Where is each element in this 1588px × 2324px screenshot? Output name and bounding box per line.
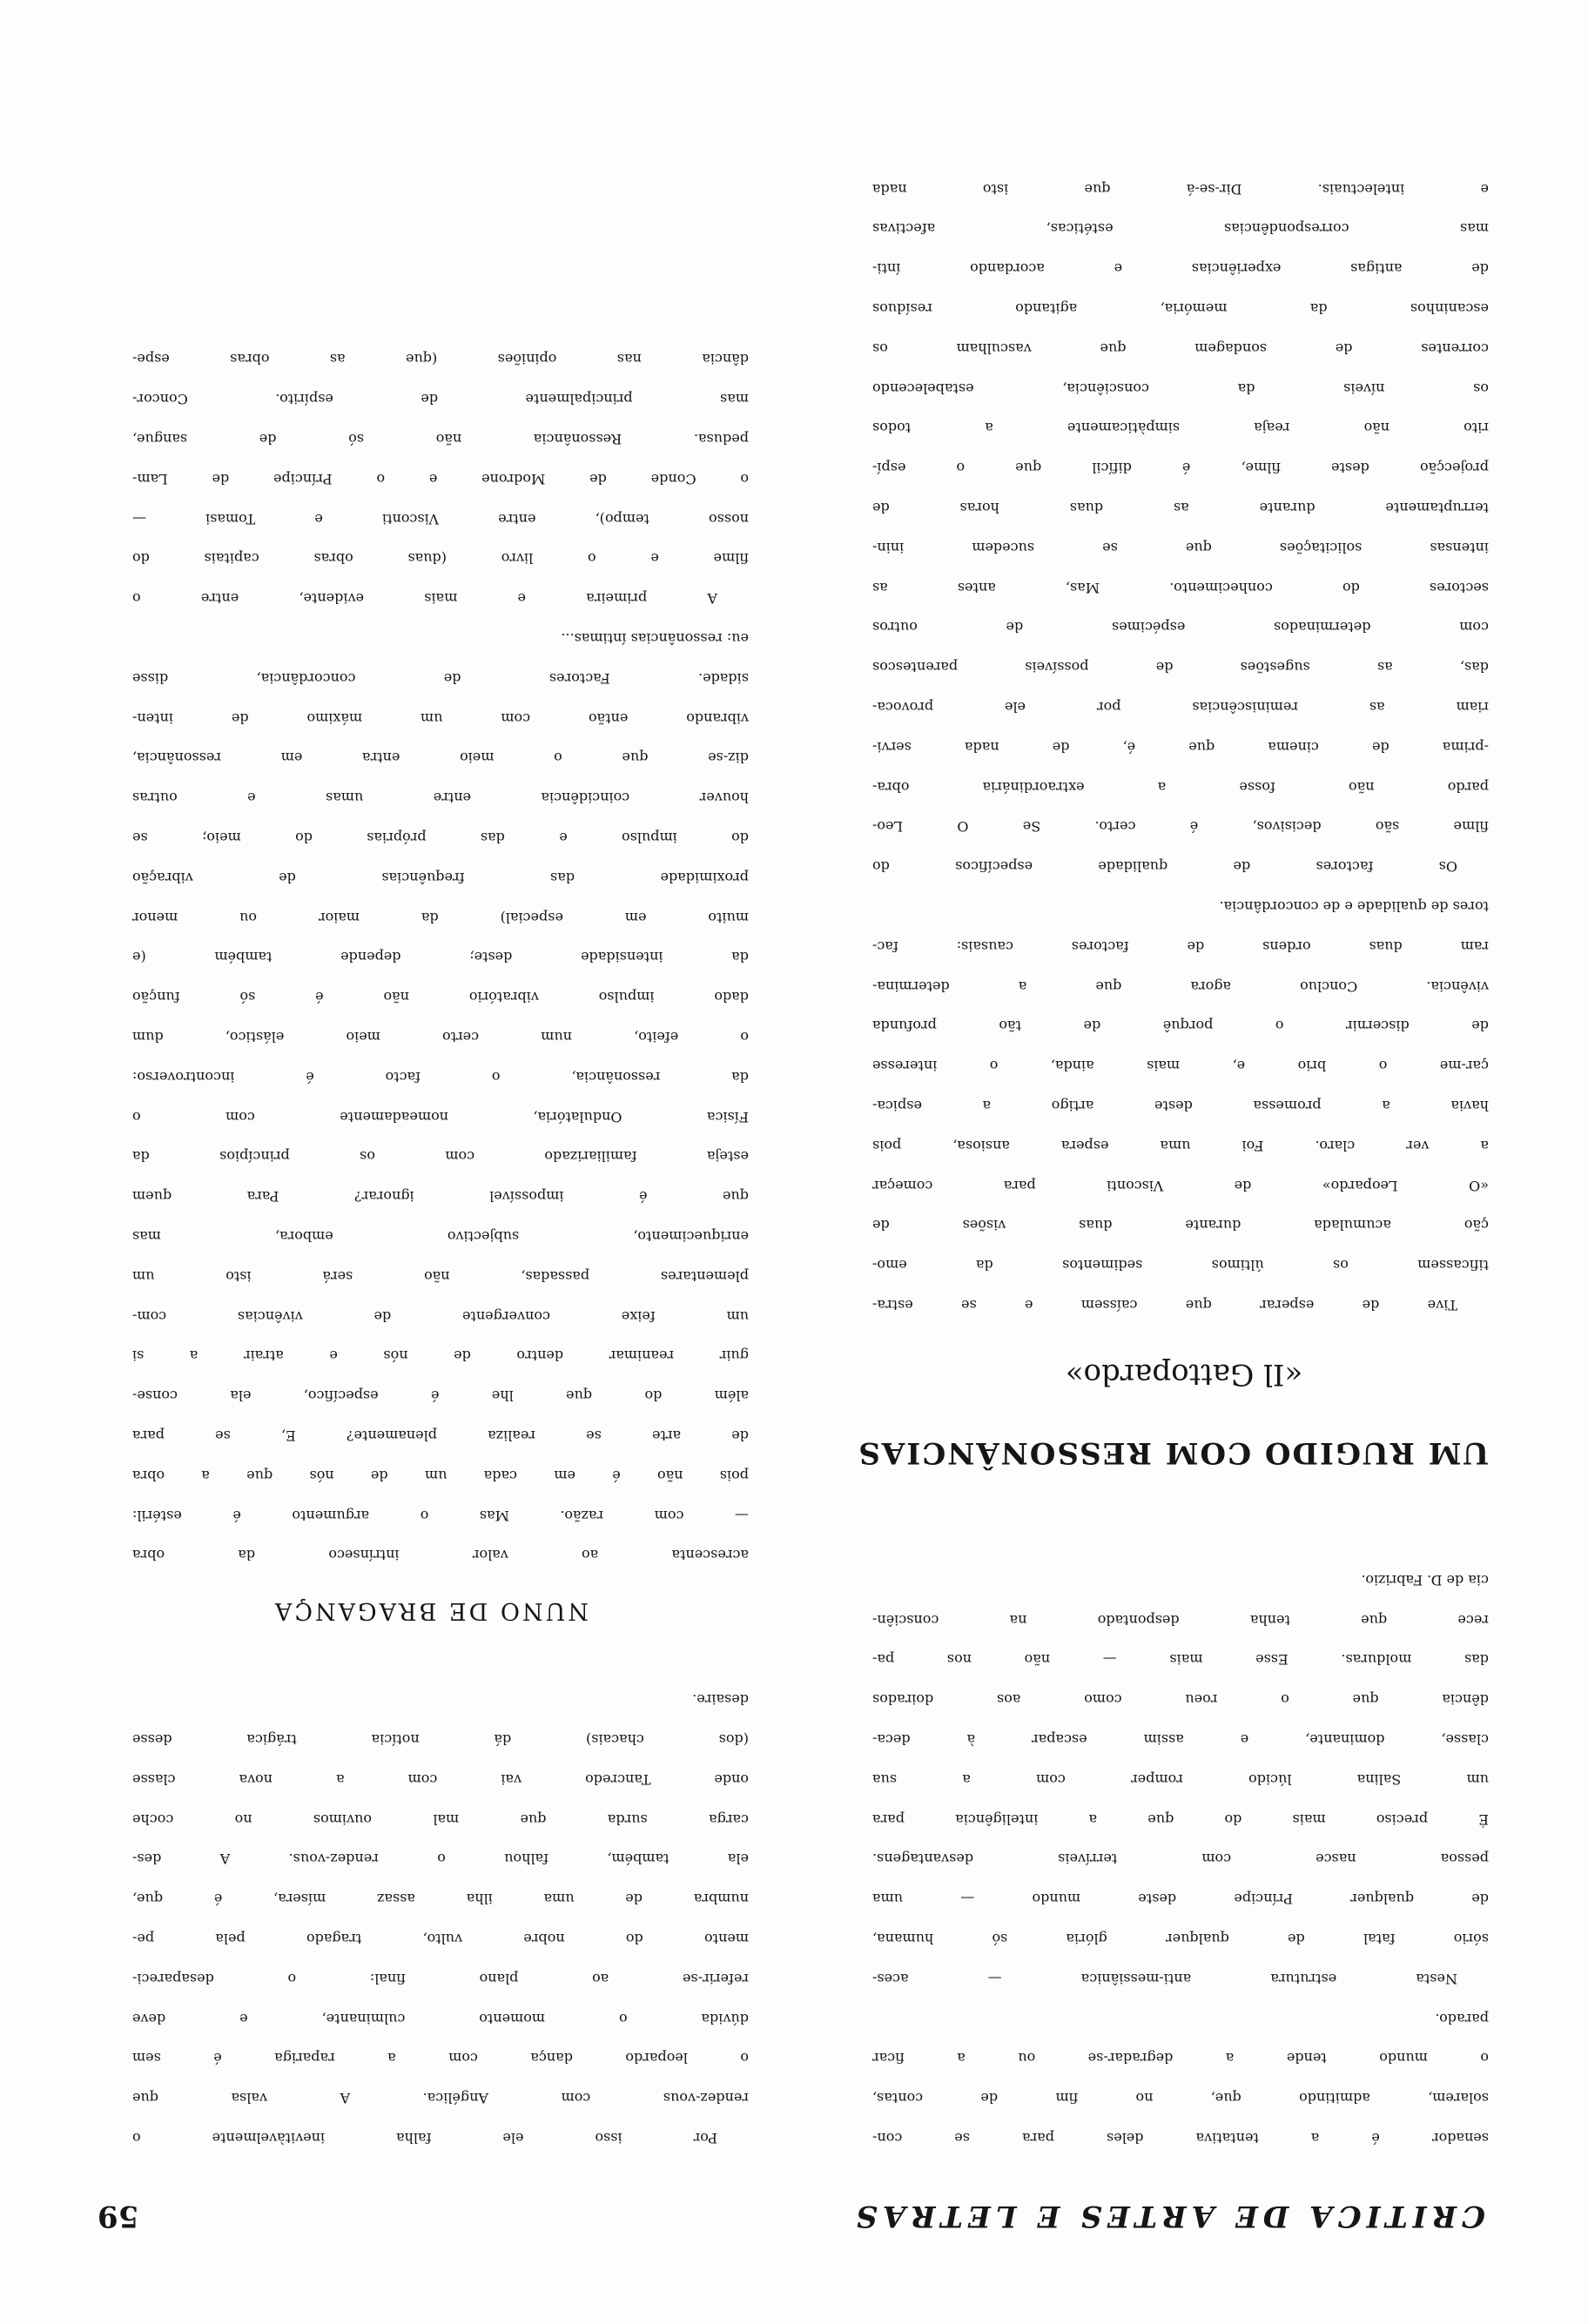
text-line: dado impulso vibratório não é só função bbox=[132, 989, 749, 1006]
text-line: sectores do conhecimento. Mas, antes as bbox=[872, 579, 1489, 596]
text-line: pois não é em cada um de nós que a obra bbox=[132, 1467, 749, 1484]
text-line: rendez-vous com Angélica. A valsa que bbox=[132, 2090, 749, 2107]
text-line: çar-me o brio e, mais ainda, o interesse bbox=[872, 1058, 1489, 1075]
text-line: tores de qualidade e de concordância. bbox=[1219, 898, 1489, 916]
text-line: além do que lhe é específico, ela conse- bbox=[132, 1387, 749, 1405]
text-line: o efeito, num certo meio elástico, dum bbox=[132, 1029, 749, 1046]
text-line: intensas solicitações que se sucedem inin- bbox=[872, 539, 1489, 556]
text-line: enriquecimento, subjectivo embora, mas bbox=[132, 1228, 749, 1246]
text-line: guir reanimar dentro de nós e atrair a si bbox=[132, 1347, 749, 1365]
text-line: rece que tenha despontado na consciên- bbox=[872, 1611, 1489, 1629]
text-line: carga surda que mal ouvimos no coche bbox=[132, 1810, 749, 1828]
right-column-top bbox=[132, 1668, 749, 2146]
text-line: sidade. Factores de concordância, disse bbox=[132, 669, 749, 687]
text-line: correntes de sondagem que vasculham os bbox=[872, 339, 1489, 357]
text-line: da ressonância, o facto é incontroverso: bbox=[132, 1068, 749, 1085]
left-column-article bbox=[872, 158, 1489, 1313]
text-line: nosso tempo), entre Visconti e Tomasi — bbox=[132, 510, 749, 527]
running-title: CRITICA DE ARTES E LETRAS bbox=[851, 2199, 1485, 2233]
text-line: havia a promessa deste artigo a espica- bbox=[872, 1098, 1489, 1115]
text-line: tificassem os últimos sedimentos da emo- bbox=[872, 1257, 1489, 1274]
text-line: referir-se ao plano final: o desapareci- bbox=[132, 1970, 749, 1987]
left-column-top bbox=[872, 1548, 1489, 2146]
text-line: dúvida o momento culminante, e deve bbox=[132, 2010, 749, 2027]
text-line: que é impossível ignorar? Para quem bbox=[132, 1188, 749, 1206]
text-line: vibrando então com um máximo de inten- bbox=[132, 709, 749, 727]
text-line: acrescenta ao valor intrínseco da obra bbox=[132, 1547, 749, 1564]
text-line: «O Leopardo» de Visconti para começar bbox=[872, 1177, 1489, 1194]
text-line: das, as sugestões de possíveis parentescos bbox=[872, 659, 1489, 676]
text-line: das molduras. Esse mais — não nos pa- bbox=[872, 1651, 1489, 1669]
text-line: houver coincidência entre umas e outras bbox=[132, 789, 749, 807]
text-line: projecção deste filme, é difícil que o espí- bbox=[872, 460, 1489, 477]
text-line: Tive de esperar que caíssem e se estra- bbox=[872, 1297, 1457, 1313]
text-line: ção acumulada durante duas visões de bbox=[872, 1217, 1489, 1234]
text-line: de antigas experiências e acordando ínti- bbox=[872, 260, 1489, 278]
article-headline: UM RUGIDO COM RESSONÂNCIAS bbox=[857, 1435, 1489, 1470]
text-line: dância nas opiniões (que as obras espe- bbox=[132, 351, 749, 368]
text-line: a ver claro. Foi uma espera ansiosa, pois bbox=[872, 1137, 1489, 1154]
text-line: Por isso ele falha inevitàvelmente o bbox=[132, 2130, 717, 2146]
text-line: numbra de uma ilha assaz mísera, é que, bbox=[132, 1891, 749, 1908]
text-line: senador é a tentativa deles para se con- bbox=[872, 2130, 1489, 2146]
text-line: Nesta estrutura anti-messiânica — aces- bbox=[872, 1970, 1457, 1987]
text-line: de arte se realiza plenamente? E, se para bbox=[132, 1427, 749, 1445]
text-line: e intelectuais. Dir-se-á que isto nada bbox=[872, 180, 1489, 198]
text-line: do impulso e das próprias do meio; se bbox=[132, 830, 749, 847]
text-line: -prima de cinema que é, de nada servi- bbox=[872, 738, 1489, 756]
text-line: pardo não fosse a extraordinária obra- bbox=[872, 778, 1489, 796]
text-line: com determinados espécimes de outros bbox=[872, 619, 1489, 636]
text-line: onde Tancredo vai com a nova classe bbox=[132, 1770, 749, 1788]
text-line: o mundo tende a degradar-se ou a ficar bbox=[872, 2050, 1489, 2067]
text-line: parado. bbox=[1435, 2010, 1489, 2027]
text-line: proximidade das frequências de vibração bbox=[132, 869, 749, 886]
text-line: ram duas ordens de factores causais: fac- bbox=[872, 937, 1489, 955]
text-line: filme são decisivos, é certo. Se O Leo- bbox=[872, 818, 1489, 836]
text-line: filme e o livro (duas obras capitais do bbox=[132, 550, 749, 568]
text-line: pessoa nasce com terríveis desvantagens. bbox=[872, 1850, 1489, 1868]
text-line: riam as reminiscências por ele provoca- bbox=[872, 699, 1489, 716]
text-line: sório fatal de qualquer glória só humana, bbox=[872, 1931, 1489, 1948]
text-line: (dos chacais) dá notícia trágica desse bbox=[132, 1731, 749, 1749]
text-line: plementares passadas, não será isto um bbox=[132, 1267, 749, 1285]
text-line: da intensidade deste; depende também (e bbox=[132, 949, 749, 966]
text-line: A primeira e mais evidente, entre o bbox=[132, 590, 717, 608]
text-line: mas principalmente de espírito. Concor- bbox=[132, 391, 749, 408]
right-column-article bbox=[132, 328, 749, 1564]
text-line: ela também, falhou o rendez-vous. A des- bbox=[132, 1850, 749, 1868]
text-line: o leopardo dança com a rapariga é sem bbox=[132, 2050, 749, 2067]
text-line: solarem, admitindo que, no fim de contas, bbox=[872, 2090, 1489, 2107]
text-line: pedusa. Ressonância não só de sangue, bbox=[132, 431, 749, 448]
text-line: diz-se que o meio entra em ressonância, bbox=[132, 749, 749, 767]
text-line: de qualquer Príncipe deste mundo — uma bbox=[872, 1891, 1489, 1908]
author-signature: NUNO DE BRAGANÇA bbox=[272, 1597, 589, 1625]
text-line: de discernir o porquê de tão profunda bbox=[872, 1018, 1489, 1035]
text-line: o Conde de Modrone e o Príncipe de Lam- bbox=[132, 470, 749, 487]
text-line: vivência. Concluo agora que a determina- bbox=[872, 977, 1489, 995]
text-line: dência que o roeu como aos doirados bbox=[872, 1691, 1489, 1709]
text-line: Física Ondulatória, nomeadamente com o bbox=[132, 1108, 749, 1125]
page-header bbox=[98, 2181, 1485, 2233]
text-line: escaninhos da memória, agitando resíduos bbox=[872, 300, 1489, 318]
text-line: mento do nobre vulto, tragado pela pe- bbox=[132, 1931, 749, 1948]
text-line: classe, dominante, e assim escapar à deca- bbox=[872, 1731, 1489, 1749]
text-line: Os factores de qualidade específicos do bbox=[872, 858, 1457, 876]
text-line: terruptamente durante as duas horas de bbox=[872, 500, 1489, 517]
text-line: um feixe convergente de vivências com- bbox=[132, 1307, 749, 1325]
text-line: um Salina lúcido romper com a sua bbox=[872, 1770, 1489, 1788]
page-number: 59 bbox=[98, 2199, 139, 2233]
article-subtitle: «Il Gattopardo» bbox=[1065, 1357, 1303, 1392]
text-line: mas correspondências estéticas, afectivas bbox=[872, 220, 1489, 238]
text-line: esteja familiarizado com os princípios da bbox=[132, 1148, 749, 1165]
text-line: cia de D. Fabrizio. bbox=[1361, 1571, 1489, 1589]
text-line: desaire. bbox=[692, 1691, 749, 1709]
text-line: muito em especial) da maior ou menor bbox=[132, 909, 749, 926]
text-line: eu: ressonâncias íntimas... bbox=[561, 630, 749, 648]
text-line: — com razão. Mas o argumento é estéril: bbox=[132, 1507, 749, 1524]
text-line: É preciso mais do que a inteligência para bbox=[872, 1810, 1489, 1828]
text-line: rito não reaja simpàticamente a todos bbox=[872, 420, 1489, 437]
text-line: os níveis da consciência, estabelecendo bbox=[872, 379, 1489, 397]
